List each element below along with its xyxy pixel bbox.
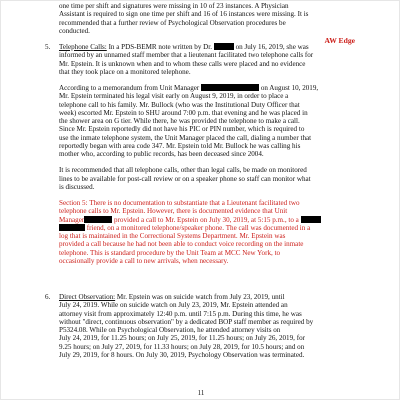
redaction [59, 224, 85, 231]
text-line: without "direct, continuous observation" by a dedicated BOP staff member as required by [59, 317, 314, 326]
text-line: lines to be available for post-call review or on a speaker phone so staff can monitor what [59, 174, 311, 183]
text-line: reportedly began with area code 347. Mr. Epstein told Mr. Bullock he was calling his [59, 141, 301, 150]
text-line: telephone. This is standard procedure by the Unit Team at MCC New York, to [59, 248, 281, 257]
text-line: that they took place on a monitored telephone. [59, 67, 191, 76]
text-line: Direct Observation: Mr. Epstein was on suicide watch from July 23, 2019, until [59, 293, 285, 301]
text-line: Telephone Calls: In a PDS-BEMR note written by Dr. on July 16, 2019, she was [59, 43, 309, 51]
text-line: occasionally provide a call to new arrivals, when necessary. [59, 256, 229, 265]
text-line: recommended that a further review of Psychological Observation procedures be [59, 18, 286, 27]
text-line: July 24, 2019. While on suicide watch on July 23, 2019, Mr. Epstein attended an [59, 301, 288, 310]
redaction [301, 216, 321, 223]
text-line: Mr. Epstein terminated his legal visit early on August 9, 2019, in order to place a [59, 92, 289, 101]
text-line: Section 5: There is no documentation to substantiate that a Lieutenant facilitated two [59, 199, 300, 207]
text-line: Mr. Epstein. It is unknown when and to whom these calls were placed and no evidence [59, 59, 306, 68]
text-line: mother who, according to public records, has been deceased since 2004. [59, 150, 264, 158]
aw-edge-label: AW Edge [324, 36, 355, 45]
item-5-paragraph-1 [59, 43, 363, 76]
item-heading: Direct Observation: [59, 293, 116, 301]
item-number: 5. [45, 43, 51, 51]
item-5-paragraph-2 [59, 84, 363, 158]
text-line: telephone call to his family. Mr. Bullock (who was the Institutional Duty Officer that [59, 100, 300, 109]
item-6-direct-observation [45, 293, 363, 359]
item-number: 6. [45, 293, 51, 301]
text-line: July 29, 2019, for 8 hours. On July 30, 2019, Psychology Observation was terminated. [59, 350, 305, 359]
text-line: 9.25 hours; on July 27, 2019, for 11.33 hours; on July 28, 2019, for 10.5 hours; and on [59, 342, 305, 351]
text-line: Since Mr. Epstein reportedly did not have his PIC or PIN number, which is required to [59, 125, 305, 134]
text-line: is discussed. [59, 182, 95, 191]
text-line: week) escorted Mr. Epstein to SHU around 7:00 p.m. that evening and he was placed in [59, 108, 308, 117]
text-line: Manager provided a call to Mr. Epstein on July 30, 2019, at 5:15 p.m., to a [59, 216, 363, 224]
text-line: telephone calls to Mr. Epstein. However, there is documented evidence that Unit [59, 207, 288, 216]
page-number: 11 [197, 389, 205, 397]
text-line: Assistant is required to sign one time per shift and 16 of 16 instances were missing. It is [59, 10, 309, 19]
text-line: informed by an unnamed staff member that a lieutenant facilitated two telephone calls for [59, 51, 314, 60]
text-line: attorney visit from approximately 12:40 p.m. until 7:15 p.m. During this time, he was [59, 309, 302, 318]
text-line: use the inmate telephone system, the Unit Manager placed the call, dialing a number that [59, 133, 312, 142]
text-line: the shower area on G tier. While there, he was provided the telephone to make a call. [59, 117, 300, 125]
text-line: friend, on a monitored telephone/speaker phone. The call was documented in a [59, 224, 363, 232]
item-heading: Telephone Calls: [59, 43, 107, 51]
item-5-telephone-calls [45, 43, 363, 265]
text-line: one time per shift and signatures were missing in 10 of 23 instances. A Physician [59, 2, 289, 10]
text-line: According to a memorandum from Unit Manager on August 10, 2019, [59, 84, 319, 92]
redaction [201, 84, 259, 91]
section-5-response [59, 199, 363, 265]
document-body [45, 1, 363, 359]
text-line: P5324.08. While on Psychological Observation, he attended attorney visits on [59, 326, 281, 334]
text-line: provided a call because he had not been able to conduct voice recording on the inmate [59, 240, 304, 249]
text-line: July 24, 2019, for 11.25 hours; on July 25, 2019, for 11.25 hours; on July 26, 2019, for [59, 334, 305, 343]
item-6-paragraph [59, 293, 363, 359]
redaction [84, 216, 112, 223]
text-line: log that is maintained in the Correctional Systems Department. Mr. Epstein was [59, 232, 286, 240]
item-5-paragraph-3 [59, 166, 363, 191]
text-line: It is recommended that all telephone calls, other than legal calls, be made on monitored [59, 166, 307, 175]
redaction [214, 43, 234, 50]
text-line: conducted. [59, 26, 90, 35]
continued-paragraph [59, 1, 363, 35]
